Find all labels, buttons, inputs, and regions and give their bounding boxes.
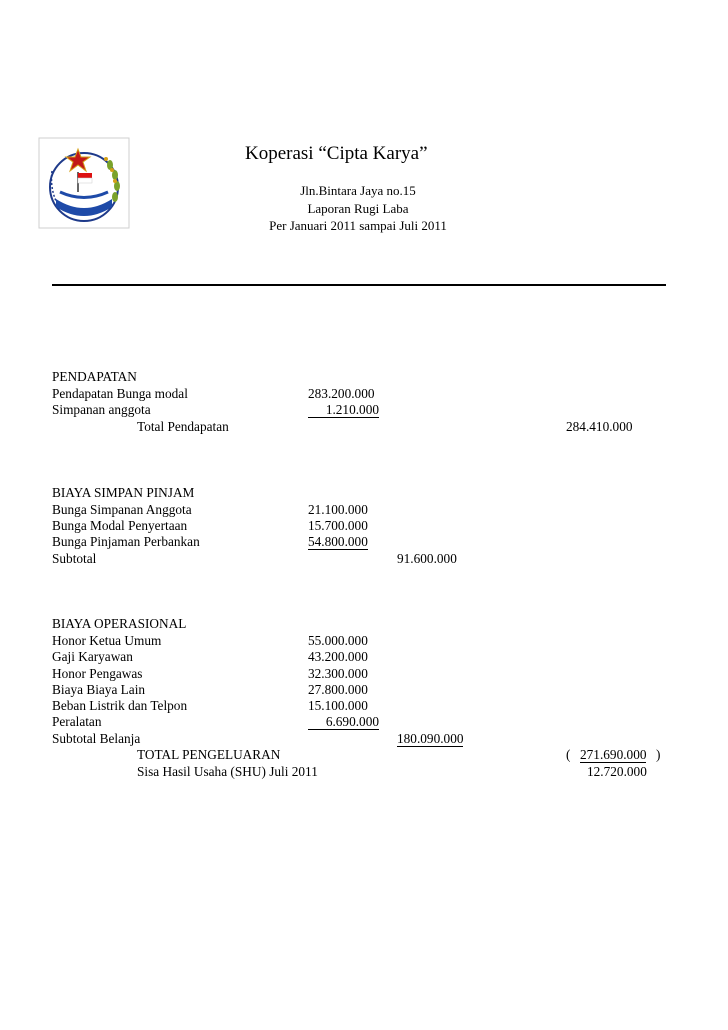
table-row bbox=[0, 518, 728, 535]
row-label: Simpanan anggota bbox=[52, 402, 151, 417]
table-row bbox=[0, 649, 728, 666]
row-value: 43.200.000 bbox=[308, 649, 368, 664]
section-heading bbox=[0, 369, 728, 386]
table-row bbox=[0, 633, 728, 650]
header-divider bbox=[52, 284, 666, 286]
subtotal-value: 180.090.000 bbox=[397, 731, 464, 746]
row-label: Biaya Biaya Lain bbox=[52, 682, 146, 697]
shu-value: 12.720.000 bbox=[587, 764, 647, 779]
row-value: 21.100.000 bbox=[308, 502, 368, 517]
subtotal-label: Subtotal bbox=[52, 551, 97, 566]
row-label: Pendapatan Bunga modal bbox=[52, 386, 188, 401]
row-label: Honor Pengawas bbox=[52, 666, 143, 681]
row-value: 15.100.000 bbox=[308, 698, 368, 713]
row-label: Bunga Pinjaman Perbankan bbox=[52, 534, 200, 549]
subtotal-row bbox=[0, 731, 728, 748]
subtotal-value: 91.600.000 bbox=[397, 551, 457, 566]
subtotal-row bbox=[0, 551, 728, 568]
bo-heading: BIAYA OPERASIONAL bbox=[52, 616, 187, 631]
row-value: 55.000.000 bbox=[308, 633, 368, 648]
table-row bbox=[0, 402, 728, 419]
row-label: Gaji Karyawan bbox=[52, 649, 133, 664]
row-value: 32.300.000 bbox=[308, 666, 368, 681]
total-expense-value: 271.690.000 bbox=[580, 747, 647, 762]
row-label: Peralatan bbox=[52, 714, 102, 729]
document-title: Koperasi “Cipta Karya” bbox=[245, 143, 428, 164]
table-row bbox=[0, 666, 728, 683]
address-line: Jln.Bintara Jaya no.15 bbox=[300, 183, 416, 198]
total-label: Total Pendapatan bbox=[137, 419, 229, 434]
total-expense-label: TOTAL PENGELUARAN bbox=[137, 747, 281, 762]
report-period: Per Januari 2011 sampai Juli 2011 bbox=[269, 218, 447, 233]
total-row bbox=[0, 419, 728, 436]
report-name: Laporan Rugi Laba bbox=[307, 201, 409, 216]
open-paren: ( bbox=[566, 747, 571, 762]
row-value: 6.690.000 bbox=[308, 714, 379, 730]
shu-label: Sisa Hasil Usaha (SHU) Juli 2011 bbox=[137, 764, 318, 779]
row-value: 283.200.000 bbox=[308, 386, 375, 401]
subtotal-label: Subtotal Belanja bbox=[52, 731, 141, 746]
row-label: Bunga Simpanan Anggota bbox=[52, 502, 192, 517]
shu-row bbox=[0, 764, 728, 781]
total-expense-row bbox=[0, 747, 728, 764]
row-value: 1.210.000 bbox=[308, 402, 379, 418]
row-label: Beban Listrik dan Telpon bbox=[52, 698, 188, 713]
section-heading bbox=[0, 616, 728, 633]
table-row bbox=[0, 502, 728, 519]
table-row bbox=[0, 714, 728, 731]
row-value: 27.800.000 bbox=[308, 682, 368, 697]
section-heading bbox=[0, 485, 728, 502]
table-row bbox=[0, 698, 728, 715]
row-label: Honor Ketua Umum bbox=[52, 633, 162, 648]
cooperative-logo bbox=[38, 137, 130, 229]
total-value: 284.410.000 bbox=[566, 419, 633, 434]
table-row bbox=[0, 534, 728, 551]
close-paren: ) bbox=[656, 747, 661, 762]
bsp-heading: BIAYA SIMPAN PINJAM bbox=[52, 485, 195, 500]
table-row bbox=[0, 682, 728, 699]
row-label: Bunga Modal Penyertaan bbox=[52, 518, 188, 533]
pendapatan-heading: PENDAPATAN bbox=[52, 369, 137, 384]
row-value: 15.700.000 bbox=[308, 518, 368, 533]
table-row bbox=[0, 386, 728, 403]
row-value: 54.800.000 bbox=[308, 534, 368, 549]
